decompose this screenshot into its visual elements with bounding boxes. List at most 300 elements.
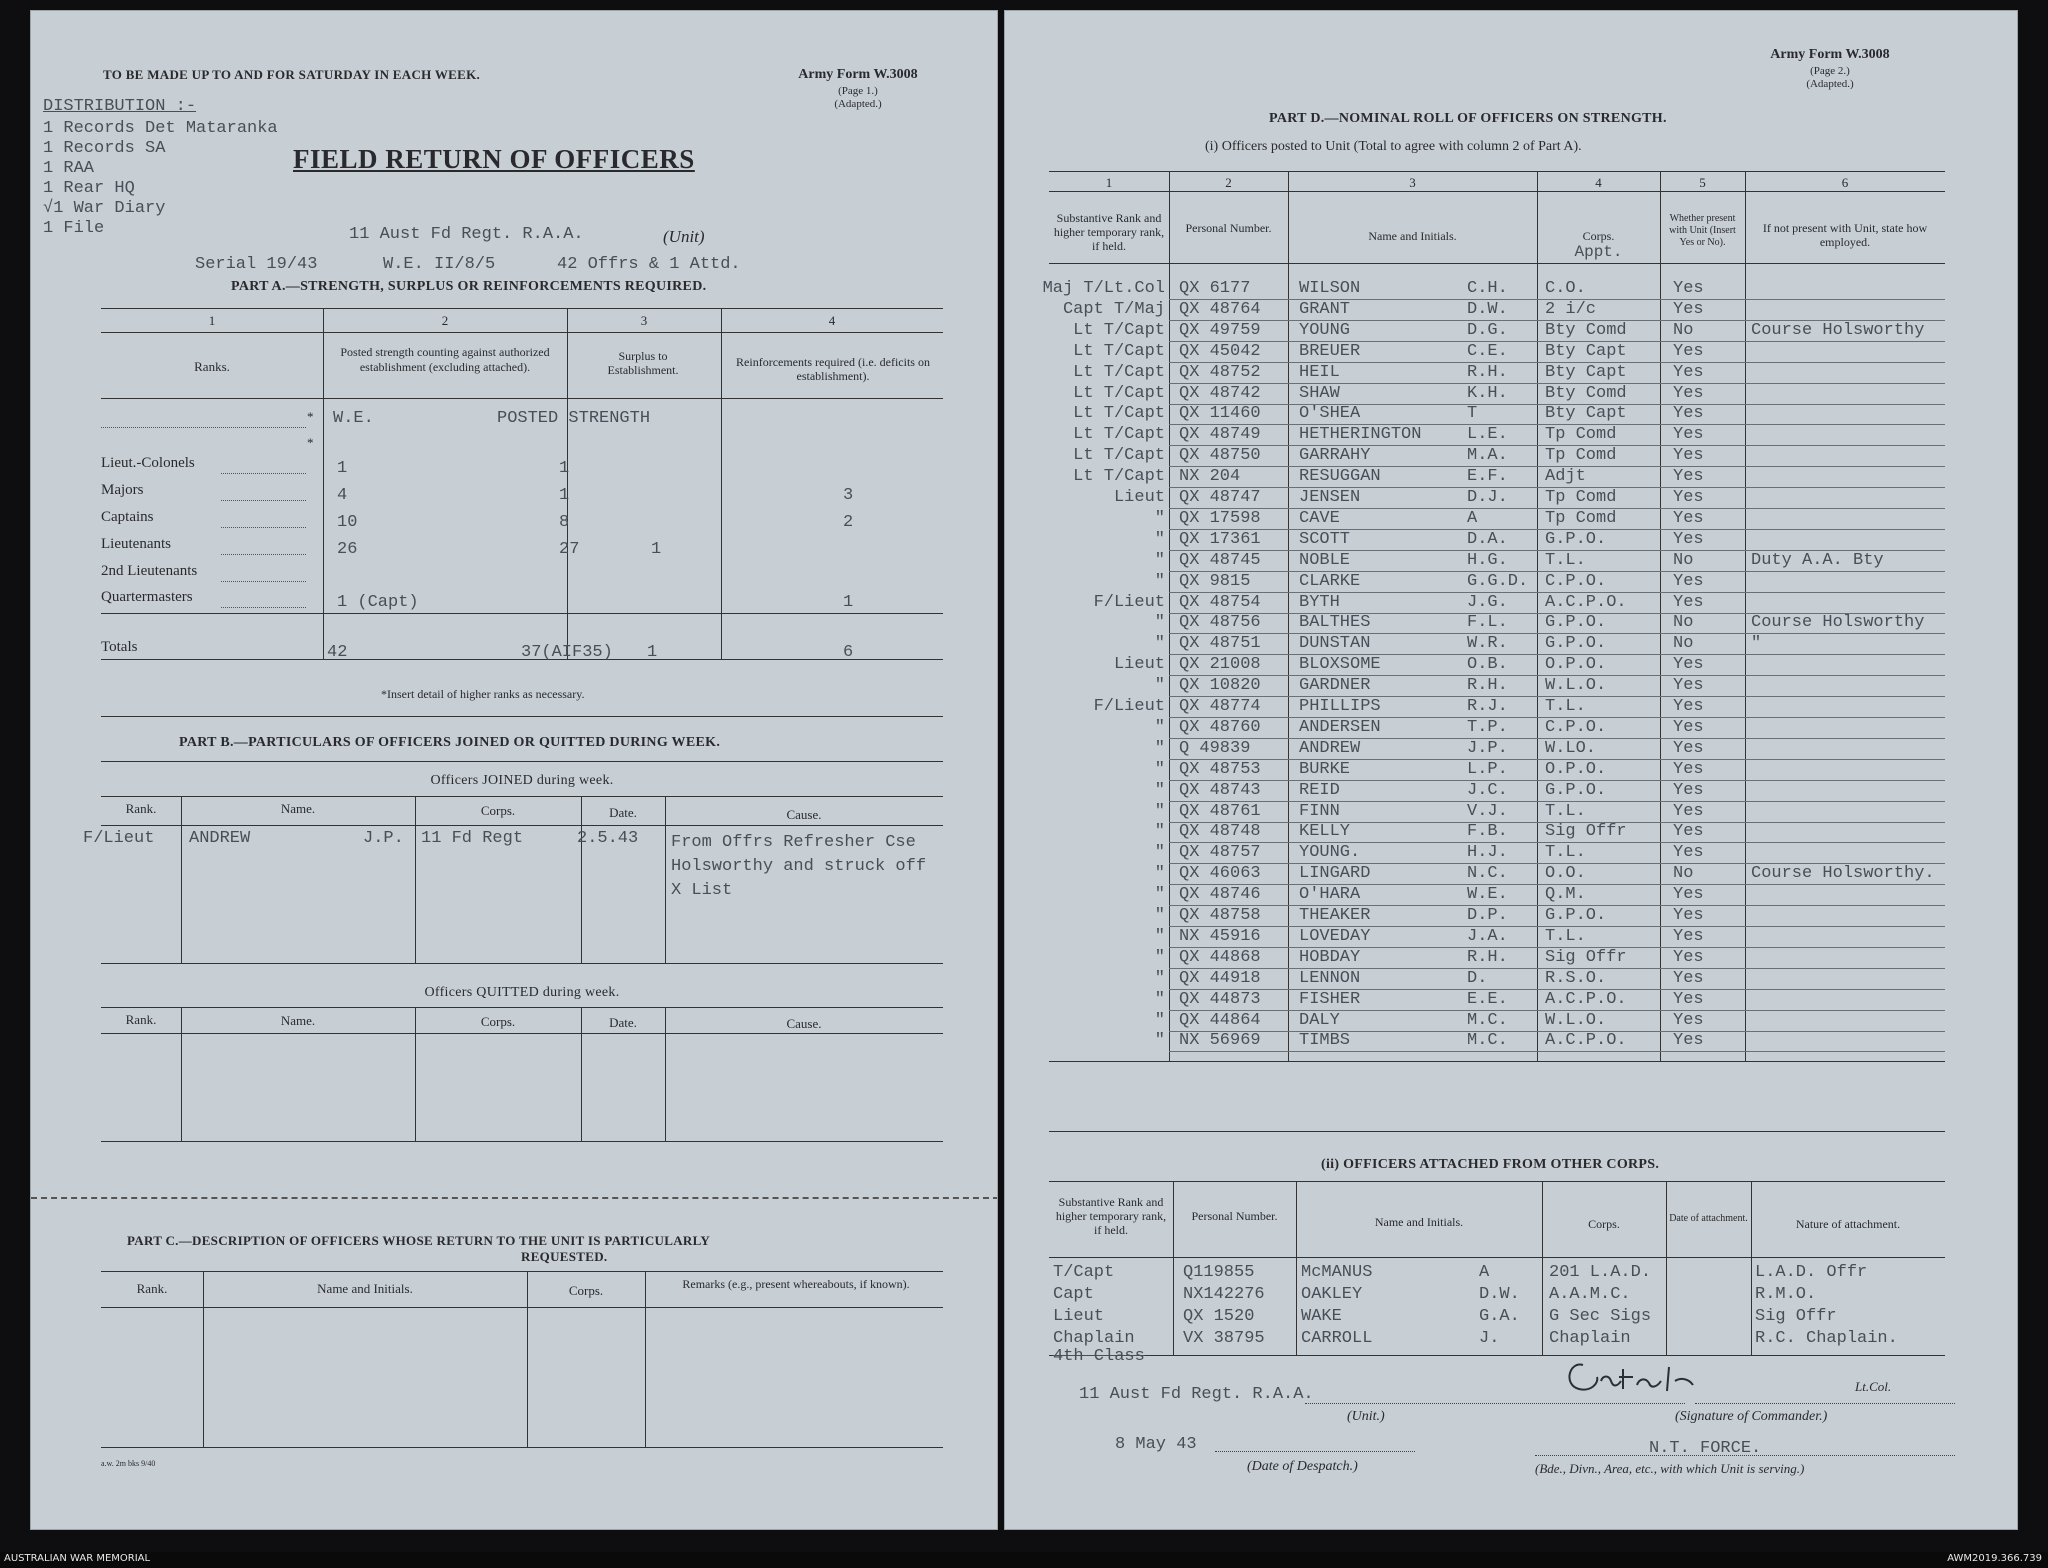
roll-rank: Lt T/Capt (1073, 446, 1165, 465)
roll-appointment: A.C.P.O. (1545, 593, 1627, 612)
attached-nature: R.C. Chaplain. (1755, 1329, 1898, 1348)
roll-initials: F.L. (1467, 613, 1508, 632)
roll-rank: F/Lieut (1093, 593, 1165, 612)
roll-present: Yes (1673, 446, 1704, 465)
roll-rank: " (1154, 843, 1165, 862)
roll-personal-number: QX 48753 (1179, 760, 1261, 779)
roll-surname: WILSON (1299, 279, 1361, 298)
roll-surname: O'HARA (1299, 885, 1361, 904)
part-b-title: PART B.—PARTICULARS OF OFFICERS JOINED OR QUITTED DURING WEEK. (179, 735, 721, 750)
roll-personal-number: QX 48761 (1179, 802, 1261, 821)
part-c-rank-header: Rank. (136, 1281, 168, 1296)
serving-area: N.T. FORCE. (1649, 1439, 1762, 1458)
part-c-remarks-header: Remarks (e.g., present whereabouts, if known). (682, 1277, 910, 1291)
roll-present: No (1673, 613, 1694, 632)
roll-surname: THEAKER (1299, 906, 1371, 925)
roll-employment: Course Holsworthy (1751, 321, 1925, 340)
part-a-col-3-number: 3 (640, 313, 648, 328)
attached-nature-header: Nature of attachment. (1795, 1217, 1901, 1231)
roll-surname: ANDREW (1299, 739, 1361, 758)
attached-initials: D.W. (1479, 1285, 1520, 1304)
roll-initials: M.C. (1467, 1011, 1508, 1030)
roll-employed-header: If not present with Unit, state how employed. (1762, 221, 1928, 249)
roll-initials: A (1467, 509, 1478, 528)
quitted-cause-header: Cause. (786, 1016, 822, 1031)
roll-personal-number: QX 44873 (1179, 990, 1261, 1009)
roll-initials: G.G.D. (1467, 572, 1529, 591)
roll-surname: JENSEN (1299, 488, 1361, 507)
roll-appointment: Adjt (1545, 467, 1586, 486)
attached-surname: OAKLEY (1301, 1285, 1363, 1304)
roll-initials: J.C. (1467, 781, 1508, 800)
roll-personal-number: QX 48774 (1179, 697, 1261, 716)
roll-personal-number: QX 48750 (1179, 446, 1261, 465)
signature-label: (Signature of Commander.) (1675, 1409, 1828, 1424)
roll-surname: KELLY (1299, 822, 1351, 841)
form-title: FIELD RETURN OF OFFICERS (293, 144, 695, 174)
roll-rank: " (1154, 822, 1165, 841)
part-a-we-value: 1 (337, 459, 348, 478)
joined-rank: F/Lieut (83, 829, 155, 848)
roll-personal-number: QX 17361 (1179, 530, 1261, 549)
roll-initials: H.G. (1467, 551, 1508, 570)
roll-personal-number: QX 44918 (1179, 969, 1261, 988)
roll-initials: D.W. (1467, 300, 1508, 319)
roll-present: Yes (1673, 279, 1704, 298)
joined-date-header: Date. (609, 805, 637, 820)
roll-rank: Lieut (1113, 488, 1165, 507)
roll-appointment: 2 i/c (1545, 300, 1597, 319)
roll-rank: " (1154, 1011, 1165, 1030)
roll-surname: BLOXSOME (1299, 655, 1381, 674)
roll-col-2-number: 2 (1225, 175, 1232, 190)
roll-rank: Lt T/Capt (1073, 404, 1165, 423)
roll-col-3-number: 3 (1409, 175, 1416, 190)
roll-appointment: O.P.O. (1545, 760, 1607, 779)
roll-appointment: T.L. (1545, 802, 1586, 821)
officer-count: 42 Offrs & 1 Attd. (557, 255, 741, 274)
print-reference: a.w. 2m bks 9/40 (101, 1459, 156, 1468)
roll-initials: T.P. (1467, 718, 1508, 737)
part-a-rank-label: Lieut.-Colonels (101, 455, 195, 471)
roll-initials: J.A. (1467, 927, 1508, 946)
roll-present: No (1673, 321, 1694, 340)
roll-surname: REID (1299, 781, 1340, 800)
roll-present: Yes (1673, 718, 1704, 737)
roll-personal-number: QX 11460 (1179, 404, 1261, 423)
roll-appointment: G.P.O. (1545, 906, 1607, 925)
roll-present: No (1673, 864, 1694, 883)
roll-appointment: G.P.O. (1545, 634, 1607, 653)
roll-appointment: Sig Offr (1545, 822, 1627, 841)
roll-appointment: Bty Capt (1545, 363, 1627, 382)
roll-present: Yes (1673, 572, 1704, 591)
roll-appointment: Q.M. (1545, 885, 1586, 904)
roll-rank: " (1154, 613, 1165, 632)
distribution-item: 1 Records SA (43, 139, 166, 158)
part-a-footnote: *Insert detail of higher ranks as necessary. (381, 687, 585, 701)
roll-initials: J.G. (1467, 593, 1508, 612)
totals-we: 42 (327, 643, 348, 662)
roll-present: Yes (1673, 781, 1704, 800)
roll-present: Yes (1673, 906, 1704, 925)
roll-personal-number: QX 17598 (1179, 509, 1261, 528)
form-page-2 (1004, 10, 2018, 1530)
joined-name-header: Name. (280, 801, 316, 816)
roll-initials: O.B. (1467, 655, 1508, 674)
joined-cause-line-2: Holsworthy and struck off (671, 857, 927, 876)
roll-personal-number: QX 9815 (1179, 572, 1251, 591)
part-a-we-value: 10 (337, 513, 358, 532)
roll-appointment: W.LO. (1545, 739, 1597, 758)
tear-off-line (31, 1197, 998, 1199)
roll-rank: " (1154, 781, 1165, 800)
attached-surname: CARROLL (1301, 1329, 1373, 1348)
roll-surname: YOUNG (1299, 321, 1351, 340)
roll-initials: W.R. (1467, 634, 1508, 653)
roll-appointment: Bty Capt (1545, 342, 1627, 361)
joined-name: ANDREW (189, 829, 251, 848)
typed-we-header: W.E. (333, 409, 374, 428)
totals-posted: 37(AIF35) (521, 643, 613, 662)
unit-label: (Unit) (663, 227, 705, 246)
roll-rank: Maj T/Lt.Col (1042, 279, 1165, 298)
roll-surname: BREUER (1299, 342, 1361, 361)
roll-present: Yes (1673, 300, 1704, 319)
roll-appointment: Bty Capt (1545, 404, 1627, 423)
roll-rank: " (1154, 802, 1165, 821)
roll-appointment: G.P.O. (1545, 781, 1607, 800)
part-a-surplus-header: Surplus to Establishment. (607, 349, 679, 377)
part-c-title-cont: REQUESTED. (521, 1249, 608, 1264)
attached-name-header: Name and Initials. (1374, 1215, 1464, 1229)
roll-appointment: G.P.O. (1545, 530, 1607, 549)
roll-appointment: T.L. (1545, 843, 1586, 862)
attached-corps: A.A.M.C. (1549, 1285, 1631, 1304)
roll-rank: " (1154, 927, 1165, 946)
roll-rank: Lt T/Capt (1073, 363, 1165, 382)
roll-surname: TIMBS (1299, 1031, 1351, 1050)
army-form-number: Army Form W.3008 (798, 67, 918, 82)
posted-subtitle: (i) Officers posted to Unit (Total to agree with column 2 of Part A). (1205, 139, 1582, 154)
roll-personal-number: QX 48749 (1179, 425, 1261, 444)
roll-initials: W.E. (1467, 885, 1508, 904)
roll-personal-number: QX 45042 (1179, 342, 1261, 361)
roll-personal-number: QX 21008 (1179, 655, 1261, 674)
roll-rank: F/Lieut (1093, 697, 1165, 716)
attached-rank: T/Capt (1053, 1263, 1115, 1282)
roll-present: Yes (1673, 676, 1704, 695)
form-page-number: (Page 1.) (838, 85, 878, 97)
roll-surname: BALTHES (1299, 613, 1371, 632)
quitted-name-header: Name. (280, 1013, 316, 1028)
despatch-date: 8 May 43 (1115, 1435, 1197, 1454)
joined-rank-header: Rank. (125, 801, 157, 816)
attached-personal-number: VX 38795 (1183, 1329, 1265, 1348)
part-a-posted-value: 1 (559, 459, 570, 478)
roll-appointment: Tp Comd (1545, 509, 1617, 528)
roll-rank: " (1154, 969, 1165, 988)
roll-rank: Capt T/Maj (1062, 300, 1165, 319)
roll-appointment: W.L.O. (1545, 1011, 1607, 1030)
roll-present: Yes (1673, 593, 1704, 612)
roll-initials: E.E. (1467, 990, 1508, 1009)
roll-rank: Lt T/Capt (1073, 425, 1165, 444)
roll-initials: R.J. (1467, 697, 1508, 716)
distribution-item: 1 File (43, 219, 105, 238)
attached-personal-number: Q119855 (1183, 1263, 1255, 1282)
roll-surname: DUNSTAN (1299, 634, 1371, 653)
part-a-col-4-number: 4 (828, 313, 836, 328)
roll-present: Yes (1673, 467, 1704, 486)
roll-appointment: Tp Comd (1545, 488, 1617, 507)
roll-surname: BURKE (1299, 760, 1351, 779)
attached-initials: J. (1479, 1329, 1500, 1348)
attached-surname: McMANUS (1301, 1263, 1373, 1282)
quitted-corps-header: Corps. (480, 1014, 516, 1029)
war-establishment: W.E. II/8/5 (383, 255, 496, 274)
roll-employment: Course Holsworthy (1751, 613, 1925, 632)
attached-corps: 201 L.A.D. (1549, 1263, 1652, 1282)
roll-present: Yes (1673, 843, 1704, 862)
part-a-rank-label: Lieutenants (101, 536, 171, 552)
footer-unit-label: (Unit.) (1347, 1409, 1385, 1424)
roll-employment: " (1751, 634, 1762, 653)
roll-present: Yes (1673, 697, 1704, 716)
roll-initials: H.J. (1467, 843, 1508, 862)
joined-date: 2.5.43 (577, 829, 639, 848)
roll-present-header: Whether present with Unit (Insert Yes or No). (1669, 213, 1736, 248)
quitted-rank-header: Rank. (125, 1012, 157, 1027)
attached-initials: A (1479, 1263, 1490, 1282)
attached-rank: Capt (1053, 1285, 1094, 1304)
roll-initials: J.P. (1467, 739, 1508, 758)
roll-surname: PHILLIPS (1299, 697, 1381, 716)
attached-corps: G Sec Sigs (1549, 1307, 1652, 1326)
part-c-title: PART C.—DESCRIPTION OF OFFICERS WHOSE RETURN TO THE UNIT IS PARTICULARLY (127, 1233, 711, 1248)
roll-personal-number: QX 48747 (1179, 488, 1261, 507)
roll-present: Yes (1673, 404, 1704, 423)
part-a-we-value: 26 (337, 540, 358, 559)
despatch-date-label: (Date of Despatch.) (1247, 1459, 1358, 1474)
part-a-col-2-number: 2 (441, 313, 449, 328)
weekly-instruction: TO BE MADE UP TO AND FOR SATURDAY IN EACH WEEK. (103, 67, 481, 82)
roll-surname: LENNON (1299, 969, 1361, 988)
footer-unit: 11 Aust Fd Regt. R.A.A. (1079, 1385, 1314, 1404)
commander-rank: Lt.Col. (1855, 1379, 1892, 1394)
roll-personal-number: QX 44868 (1179, 948, 1261, 967)
army-form-number: Army Form W.3008 (1770, 47, 1890, 62)
part-a-posted-value: 1 (559, 486, 570, 505)
roll-surname: BYTH (1299, 593, 1340, 612)
quitted-date-header: Date. (609, 1015, 637, 1030)
roll-col-1-number: 1 (1105, 175, 1113, 190)
attached-nature: R.M.O. (1755, 1285, 1817, 1304)
part-c-corps-header: Corps. (568, 1283, 604, 1298)
roll-col-6-number: 6 (1841, 175, 1849, 190)
archive-bar (0, 1552, 2048, 1568)
roll-rank: Lt T/Capt (1073, 342, 1165, 361)
roll-personal-number: QX 6177 (1179, 279, 1251, 298)
roll-surname: CAVE (1299, 509, 1340, 528)
roll-personal-number: QX 48757 (1179, 843, 1261, 862)
attached-rank: Chaplain (1053, 1329, 1135, 1348)
part-a-rank-label: Captains (101, 509, 154, 525)
roll-personal-number: QX 48751 (1179, 634, 1261, 653)
roll-present: Yes (1673, 363, 1704, 382)
part-a-reinforcement-value: 3 (843, 486, 854, 505)
roll-corps-header: Corps. (1582, 229, 1615, 243)
joined-cause-line-1: From Offrs Refresher Cse (671, 833, 916, 852)
roll-appointment: C.P.O. (1545, 572, 1607, 591)
roll-personal-number: Q 49839 (1179, 739, 1251, 758)
roll-appointment: O.P.O. (1545, 655, 1607, 674)
roll-present: Yes (1673, 384, 1704, 403)
roll-present: Yes (1673, 655, 1704, 674)
roll-surname: LOVEDAY (1299, 927, 1371, 946)
roll-present: Yes (1673, 425, 1704, 444)
roll-initials: V.J. (1467, 802, 1508, 821)
roll-rank: " (1154, 739, 1165, 758)
archive-name: AUSTRALIAN WAR MEMORIAL (4, 1553, 151, 1564)
roll-rank: Lt T/Capt (1073, 321, 1165, 340)
roll-surname: HETHERINGTON (1299, 425, 1422, 444)
roll-personal-number: NX 204 (1179, 467, 1241, 486)
roll-present: Yes (1673, 1031, 1704, 1050)
roll-name-header: Name and Initials. (1368, 229, 1457, 243)
roll-initials: F.B. (1467, 822, 1508, 841)
roll-personal-number: QX 48758 (1179, 906, 1261, 925)
roll-rank: Lieut (1113, 655, 1165, 674)
roll-appointment: A.C.P.O. (1545, 990, 1627, 1009)
roll-surname: ANDERSEN (1299, 718, 1381, 737)
roll-rank: " (1154, 509, 1165, 528)
part-a-reinforcement-value: 2 (843, 513, 854, 532)
roll-personal-number: QX 48748 (1179, 822, 1261, 841)
serving-area-label: (Bde., Divn., Area, etc., with which Unit is serving.) (1535, 1461, 1805, 1476)
roll-number-header: Personal Number. (1185, 221, 1272, 235)
roll-present: Yes (1673, 948, 1704, 967)
roll-present: Yes (1673, 739, 1704, 758)
roll-initials: D.J. (1467, 488, 1508, 507)
roll-rank: " (1154, 551, 1165, 570)
roll-surname: GRANT (1299, 300, 1351, 319)
part-a-we-value: 1 (Capt) (337, 593, 419, 612)
roll-initials: L.E. (1467, 425, 1508, 444)
roll-surname: RESUGGAN (1299, 467, 1381, 486)
roll-appointment: T.L. (1545, 927, 1586, 946)
roll-appointment: T.L. (1545, 551, 1586, 570)
roll-personal-number: QX 46063 (1179, 864, 1261, 883)
distribution-item: √1 War Diary (43, 199, 166, 218)
roll-present: Yes (1673, 885, 1704, 904)
distribution-item: 1 Rear HQ (43, 179, 135, 198)
part-a-reinforcement-value: 1 (843, 593, 854, 612)
roll-personal-number: QX 49759 (1179, 321, 1261, 340)
roll-surname: O'SHEA (1299, 404, 1361, 423)
part-a-posted-header: Posted strength counting against authorized establishment (excluding attached). (340, 345, 550, 374)
struck-out-text: 4th Class (1053, 1347, 1145, 1366)
roll-employment: Course Holsworthy. (1751, 864, 1935, 883)
attached-nature: L.A.D. Offr (1755, 1263, 1868, 1282)
roll-initials: C.H. (1467, 279, 1508, 298)
roll-surname: CLARKE (1299, 572, 1361, 591)
joined-title: Officers JOINED during week. (430, 773, 614, 788)
roll-surname: GARRAHY (1299, 446, 1371, 465)
roll-present: Yes (1673, 530, 1704, 549)
part-a-col-1-number: 1 (208, 313, 216, 328)
roll-employment: Duty A.A. Bty (1751, 551, 1884, 570)
roll-initials: K.H. (1467, 384, 1508, 403)
roll-appointment: Sig Offr (1545, 948, 1627, 967)
roll-personal-number: NX 45916 (1179, 927, 1261, 946)
roll-personal-number: QX 44864 (1179, 1011, 1261, 1030)
roll-rank: " (1154, 1031, 1165, 1050)
roll-rank: " (1154, 718, 1165, 737)
roll-surname: FINN (1299, 802, 1340, 821)
roll-rank: Lt T/Capt (1073, 384, 1165, 403)
attached-date-header: Date of attachment. (1669, 1213, 1748, 1224)
part-a-reinforcements-header: Reinforcements required (i.e. deficits on establishment). (736, 355, 930, 383)
attached-number-header: Personal Number. (1191, 1209, 1278, 1223)
part-a-star: * (307, 435, 314, 450)
totals-surplus: 1 (647, 643, 658, 662)
roll-initials: D.G. (1467, 321, 1508, 340)
roll-rank: " (1154, 885, 1165, 904)
attached-corps: Chaplain (1549, 1329, 1631, 1348)
roll-present: Yes (1673, 1011, 1704, 1030)
roll-appointment: C.P.O. (1545, 718, 1607, 737)
roll-surname: HEIL (1299, 363, 1340, 382)
roll-appointment: Tp Comd (1545, 425, 1617, 444)
typed-posted-strength-header: POSTED STRENGTH (497, 409, 651, 428)
roll-present: Yes (1673, 927, 1704, 946)
roll-rank: " (1154, 530, 1165, 549)
roll-appointment: C.O. (1545, 279, 1586, 298)
part-a-we-value: 4 (337, 486, 348, 505)
roll-initials: D.P. (1467, 906, 1508, 925)
attached-nature: Sig Offr (1755, 1307, 1837, 1326)
form-adapted: (Adapted.) (834, 98, 882, 110)
form-page-number: (Page 2.) (1810, 65, 1850, 77)
form-adapted: (Adapted.) (1806, 78, 1854, 90)
roll-initials: R.H. (1467, 676, 1508, 695)
roll-surname: YOUNG. (1299, 843, 1361, 862)
roll-surname: HOBDAY (1299, 948, 1361, 967)
roll-personal-number: QX 48745 (1179, 551, 1261, 570)
roll-surname: SCOTT (1299, 530, 1351, 549)
roll-rank: " (1154, 906, 1165, 925)
attached-personal-number: QX 1520 (1183, 1307, 1255, 1326)
roll-appointment: Tp Comd (1545, 446, 1617, 465)
roll-appointment: G.P.O. (1545, 613, 1607, 632)
roll-initials: L.P. (1467, 760, 1508, 779)
attached-title: (ii) OFFICERS ATTACHED FROM OTHER CORPS. (1321, 1157, 1660, 1172)
roll-appointment: Bty Comd (1545, 321, 1627, 340)
roll-personal-number: QX 48764 (1179, 300, 1261, 319)
part-a-ranks-header: Ranks. (194, 359, 230, 374)
roll-present: Yes (1673, 342, 1704, 361)
totals-label: Totals (101, 639, 138, 655)
roll-personal-number: NX 56969 (1179, 1031, 1261, 1050)
joined-corps-header: Corps. (480, 803, 516, 818)
part-a-star: * (307, 409, 314, 424)
joined-cause-line-3: X List (671, 881, 733, 900)
roll-present: Yes (1673, 802, 1704, 821)
roll-surname: FISHER (1299, 990, 1361, 1009)
roll-surname: DALY (1299, 1011, 1340, 1030)
roll-rank: " (1154, 990, 1165, 1009)
